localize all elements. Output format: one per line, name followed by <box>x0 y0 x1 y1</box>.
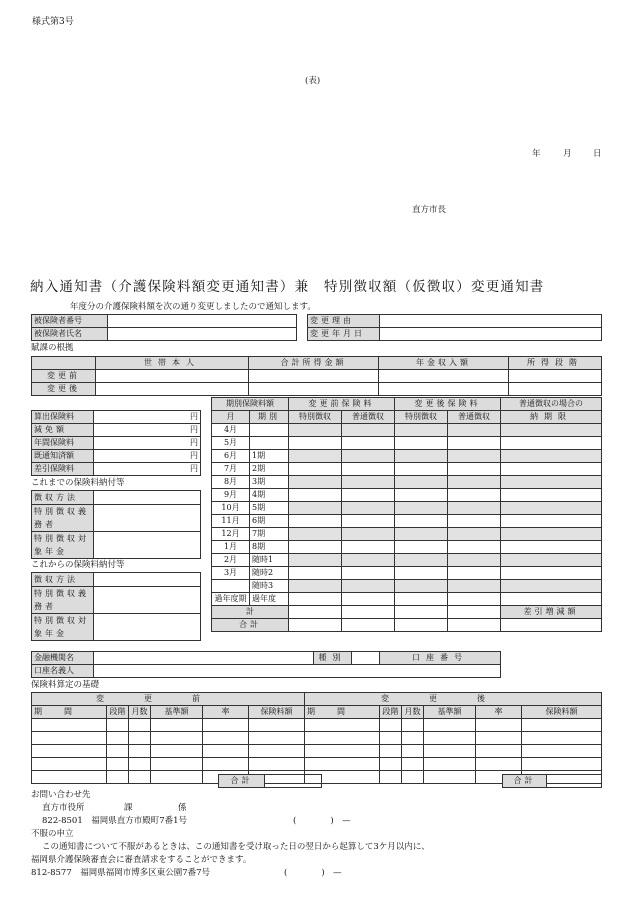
basis2-cell <box>380 758 402 771</box>
basis2-cell <box>203 719 249 732</box>
period-month: 11月 <box>212 515 250 528</box>
period-term: 8期 <box>250 541 289 554</box>
period-cell <box>289 502 342 515</box>
period-month: 7月 <box>212 463 250 476</box>
period-month: 9月 <box>212 489 250 502</box>
basis2-cell <box>32 745 107 758</box>
basis2-table <box>31 692 602 784</box>
period-month: 10月 <box>212 502 250 515</box>
period-cell <box>342 476 395 489</box>
period-month-header: 月 <box>212 411 250 424</box>
period-cell <box>289 450 342 463</box>
period-cell <box>395 476 448 489</box>
period-month: 8月 <box>212 476 250 489</box>
period-cell <box>448 463 501 476</box>
basis2-cell <box>402 771 424 784</box>
period-deadline: 納期限 <box>501 411 602 424</box>
period-cell <box>501 541 602 554</box>
period-cell <box>448 580 501 593</box>
period-cell <box>395 424 448 437</box>
period-row <box>212 502 602 515</box>
period-row <box>212 554 602 567</box>
period-cell <box>501 424 602 437</box>
period-month: 過年度期 <box>212 593 250 606</box>
basis2-cell <box>305 732 380 745</box>
period-cell <box>395 541 448 554</box>
period-cell <box>448 567 501 580</box>
basis2-col: 段階 <box>107 706 129 719</box>
bank-table <box>31 651 501 678</box>
basis2-cell <box>476 719 522 732</box>
contact-address: 822-8501 福岡県直方市殿町7番1号 <box>42 816 188 826</box>
calc-unit: 円 <box>94 411 201 424</box>
period-cell <box>342 463 395 476</box>
period-subtotal: 計 <box>212 606 289 619</box>
basis2-col: 期間 <box>305 706 380 719</box>
period-term: 5期 <box>250 502 289 515</box>
period-month: 5月 <box>212 437 250 450</box>
basis2-row <box>32 732 602 745</box>
basis2-cell <box>424 758 476 771</box>
period-cell <box>501 528 602 541</box>
change-date-label: 変更年月日 <box>308 328 380 341</box>
period-cell <box>448 489 501 502</box>
appeal-text-2: 福岡県介護保険審査会に審査請求をすることができます。 <box>31 855 252 865</box>
date-year: 年 <box>532 149 541 159</box>
period-cell <box>289 528 342 541</box>
basis2-cell <box>129 732 151 745</box>
basis2-cell <box>424 719 476 732</box>
period-term: 3期 <box>250 476 289 489</box>
period-special: 特別徴収 <box>395 411 448 424</box>
period-term <box>250 424 289 437</box>
basis-header-stage: 所得段階 <box>509 357 602 370</box>
period-cell <box>448 593 501 606</box>
basis2-cell <box>249 732 305 745</box>
contact-heading: お問い合わせ先 <box>31 790 91 800</box>
period-term: 1期 <box>250 450 289 463</box>
period-row <box>212 528 602 541</box>
period-cell <box>395 463 448 476</box>
period-normal: 普通徴収 <box>448 411 501 424</box>
period-cell <box>342 554 395 567</box>
period-term: 7期 <box>250 528 289 541</box>
period-cell <box>342 450 395 463</box>
calc-label: 既通知済額 <box>32 450 94 463</box>
period-cell <box>395 593 448 606</box>
basis2-cell <box>249 745 305 758</box>
period-term: 6期 <box>250 515 289 528</box>
future-heading: これからの保険料納付等 <box>31 560 125 570</box>
basis2-cell <box>129 758 151 771</box>
future-method-label: 徴収方法 <box>32 573 94 587</box>
basis2-cell <box>151 719 203 732</box>
period-cell <box>501 489 602 502</box>
period-cell <box>448 450 501 463</box>
period-row <box>212 463 602 476</box>
period-month: 4月 <box>212 424 250 437</box>
basis2-row <box>32 758 602 771</box>
basis-header-household: 世帯本人 <box>96 357 249 370</box>
period-term-header: 期別 <box>250 411 289 424</box>
period-cell <box>289 541 342 554</box>
basis2-cell <box>151 732 203 745</box>
period-cell <box>395 515 448 528</box>
period-cell <box>395 580 448 593</box>
future-obligor-label: 特別徴収義務者 <box>32 587 94 614</box>
period-normal-case: 普通徴収の場合の <box>501 398 602 411</box>
calc-label: 年間保険料 <box>32 437 94 450</box>
calc-unit: 円 <box>94 424 201 437</box>
period-cell <box>501 580 602 593</box>
basis2-cell <box>522 758 602 771</box>
period-month <box>212 580 250 593</box>
basis2-cell <box>32 771 107 784</box>
period-row <box>212 424 602 437</box>
period-cell <box>342 580 395 593</box>
bank-holder-label: 口座名義人 <box>32 665 94 678</box>
period-term: 4期 <box>250 489 289 502</box>
basis2-total-label: 合計 <box>219 775 265 788</box>
basis2-col: 基準額 <box>424 706 476 719</box>
basis2-cell <box>424 771 476 784</box>
period-cell <box>342 541 395 554</box>
basis2-cell <box>402 745 424 758</box>
intro-text: 年度分の介護保険料額を次の通り変更しましたので通知します。 <box>70 302 316 312</box>
past-obligor-label: 特別徴収義務者 <box>32 505 94 532</box>
basis2-cell <box>249 758 305 771</box>
past-table <box>31 490 201 559</box>
basis2-cell <box>203 745 249 758</box>
appeal-phone: ( ) — <box>284 868 342 878</box>
basis2-total-left <box>218 774 322 788</box>
basis2-col: 率 <box>203 706 249 719</box>
period-cell <box>342 489 395 502</box>
period-cell <box>342 528 395 541</box>
basis2-cell <box>151 758 203 771</box>
basis2-cell <box>380 745 402 758</box>
basis-header-income: 合計所得金額 <box>249 357 379 370</box>
period-before-header: 変更前保険料 <box>289 398 395 411</box>
period-cell <box>289 567 342 580</box>
basis2-col: 率 <box>476 706 522 719</box>
date-day: 日 <box>593 149 602 159</box>
period-cell <box>289 424 342 437</box>
period-cell <box>395 567 448 580</box>
basis2-cell <box>380 719 402 732</box>
period-cell <box>448 437 501 450</box>
basis-row-after: 変更後 <box>32 383 96 396</box>
basis2-cell <box>129 771 151 784</box>
period-row <box>212 450 602 463</box>
calc-label: 算出保険料 <box>32 411 94 424</box>
calc-label: 減免額 <box>32 424 94 437</box>
basis2-cell <box>522 745 602 758</box>
basis-table <box>31 356 602 396</box>
calc-unit: 円 <box>94 450 201 463</box>
basis2-cell <box>107 719 129 732</box>
period-cell <box>342 437 395 450</box>
basis2-col: 月数 <box>129 706 151 719</box>
basis2-cell <box>476 745 522 758</box>
period-cell <box>448 476 501 489</box>
period-cell <box>289 580 342 593</box>
period-cell <box>501 515 602 528</box>
basis2-cell <box>203 758 249 771</box>
period-row <box>212 541 602 554</box>
period-month: 2月 <box>212 554 250 567</box>
contact-unit: 係 <box>178 803 187 813</box>
past-pension-label: 特別徴収対象年金 <box>32 532 94 559</box>
period-cell <box>289 515 342 528</box>
period-cell <box>342 424 395 437</box>
appeal-heading: 不服の申立 <box>31 829 74 839</box>
basis2-cell <box>249 719 305 732</box>
insured-name-value <box>108 328 297 341</box>
period-term: 過年度 <box>250 593 289 606</box>
basis2-cell <box>32 719 107 732</box>
basis2-cell <box>402 732 424 745</box>
period-cell <box>395 437 448 450</box>
period-cell <box>395 489 448 502</box>
period-cell <box>342 502 395 515</box>
basis2-heading: 保険料算定の基礎 <box>31 680 100 690</box>
period-normal: 普通徴収 <box>342 411 395 424</box>
period-after-header: 変更後保険料 <box>395 398 501 411</box>
period-cell <box>448 541 501 554</box>
basis2-before: 変更前 <box>32 693 305 706</box>
period-cell <box>501 437 602 450</box>
basis2-total-label: 合計 <box>503 775 547 788</box>
future-pension-label: 特別徴収対象年金 <box>32 614 94 641</box>
period-row <box>212 515 602 528</box>
calc-label: 差引保険料 <box>32 463 94 476</box>
basis2-row <box>32 745 602 758</box>
basis2-cell <box>107 758 129 771</box>
bank-type-label: 種別 <box>314 652 352 665</box>
period-cell <box>501 476 602 489</box>
period-cell <box>289 476 342 489</box>
basis2-cell <box>402 758 424 771</box>
period-cell <box>289 437 342 450</box>
change-table <box>307 314 602 341</box>
period-row <box>212 593 602 606</box>
insured-number-value <box>108 315 297 328</box>
basis2-col: 保険料額 <box>249 706 305 719</box>
basis2-cell <box>203 732 249 745</box>
period-cell <box>501 450 602 463</box>
basis2-cell <box>305 745 380 758</box>
period-cell <box>501 502 602 515</box>
omote-label: (表) <box>305 76 321 86</box>
period-row <box>212 476 602 489</box>
period-row <box>212 580 602 593</box>
period-cell <box>342 593 395 606</box>
period-row <box>212 489 602 502</box>
basis2-cell <box>32 758 107 771</box>
bank-institution-label: 金融機関名 <box>32 652 94 665</box>
basis2-col: 保険料額 <box>522 706 602 719</box>
period-term: 随時1 <box>250 554 289 567</box>
period-month: 3月 <box>212 567 250 580</box>
period-cell <box>501 567 602 580</box>
calc-table <box>31 410 201 476</box>
appeal-text-1: この通知書について不服があるときは、この通知書を受け取った日の翌日から起算して3ケ月以内に、 <box>42 842 430 852</box>
basis2-col: 月数 <box>402 706 424 719</box>
bank-account-label: 口座番号 <box>380 652 501 665</box>
period-row <box>212 437 602 450</box>
period-month: 12月 <box>212 528 250 541</box>
period-month: 1月 <box>212 541 250 554</box>
basis2-cell <box>522 732 602 745</box>
insured-number-label: 被保険者番号 <box>32 315 108 328</box>
form-number: 様式第3号 <box>32 17 74 27</box>
basis2-cell <box>402 719 424 732</box>
basis2-row <box>32 719 602 732</box>
period-cell <box>342 515 395 528</box>
basis2-cell <box>107 771 129 784</box>
basis2-cell <box>380 771 402 784</box>
period-cell <box>501 593 602 606</box>
future-table <box>31 572 201 641</box>
past-method-label: 徴収方法 <box>32 491 94 505</box>
contact-phone: ( ) — <box>293 816 351 826</box>
period-cell <box>289 554 342 567</box>
date-month: 月 <box>563 149 572 159</box>
change-reason-value <box>380 315 602 328</box>
period-cell <box>395 554 448 567</box>
period-special: 特別徴収 <box>289 411 342 424</box>
period-cell <box>501 554 602 567</box>
basis2-cell <box>32 732 107 745</box>
past-heading: これまでの保険料納付等 <box>31 478 125 488</box>
period-table <box>211 397 602 632</box>
basis-heading: 賦課の根拠 <box>31 343 74 353</box>
period-term: 随時3 <box>250 580 289 593</box>
issuer: 直方市長 <box>412 205 447 215</box>
period-cell <box>342 567 395 580</box>
period-row <box>212 567 602 580</box>
basis2-after: 変更後 <box>305 693 602 706</box>
basis2-cell <box>107 745 129 758</box>
period-cell <box>395 502 448 515</box>
period-cell <box>448 515 501 528</box>
basis2-cell <box>151 745 203 758</box>
insured-name-label: 被保険者氏名 <box>32 328 108 341</box>
period-header: 期別保険料額 <box>212 398 289 411</box>
basis2-cell <box>476 732 522 745</box>
period-cell <box>448 424 501 437</box>
basis2-cell <box>424 745 476 758</box>
basis2-cell <box>129 719 151 732</box>
period-cell <box>289 463 342 476</box>
period-cell <box>289 489 342 502</box>
period-term: 随時2 <box>250 567 289 580</box>
contact-office: 直方市役所 <box>42 803 85 813</box>
period-cell <box>395 528 448 541</box>
basis2-col: 期間 <box>32 706 107 719</box>
calc-unit: 円 <box>94 437 201 450</box>
period-cell <box>289 593 342 606</box>
basis2-total-right <box>502 774 602 788</box>
contact-section: 課 <box>124 803 133 813</box>
insured-table <box>31 314 297 341</box>
change-date-value <box>380 328 602 341</box>
calc-unit: 円 <box>94 463 201 476</box>
appeal-address: 812-8577 福岡県福岡市博多区東公園7番7号 <box>31 868 211 878</box>
basis2-cell <box>424 732 476 745</box>
basis2-cell <box>522 719 602 732</box>
basis2-cell <box>305 758 380 771</box>
basis-row-before: 変更前 <box>32 370 96 383</box>
period-diff-label: 差引増減額 <box>501 606 602 619</box>
basis2-cell <box>305 719 380 732</box>
basis2-col: 段階 <box>380 706 402 719</box>
basis2-col: 基準額 <box>151 706 203 719</box>
period-cell <box>448 502 501 515</box>
basis2-cell <box>151 771 203 784</box>
basis2-cell <box>380 732 402 745</box>
period-cell <box>448 528 501 541</box>
period-term <box>250 437 289 450</box>
basis2-cell <box>107 732 129 745</box>
basis2-cell <box>476 758 522 771</box>
period-month: 6月 <box>212 450 250 463</box>
period-total: 合計 <box>212 619 289 632</box>
basis-header-pension: 年金収入額 <box>379 357 509 370</box>
period-cell <box>448 554 501 567</box>
page-title: 納入通知書（介護保険料額変更通知書）兼 特別徴収額（仮徴収）変更通知書 <box>30 279 545 295</box>
change-reason-label: 変更理由 <box>308 315 380 328</box>
basis2-cell <box>129 745 151 758</box>
period-cell <box>501 463 602 476</box>
period-cell <box>395 450 448 463</box>
period-term: 2期 <box>250 463 289 476</box>
